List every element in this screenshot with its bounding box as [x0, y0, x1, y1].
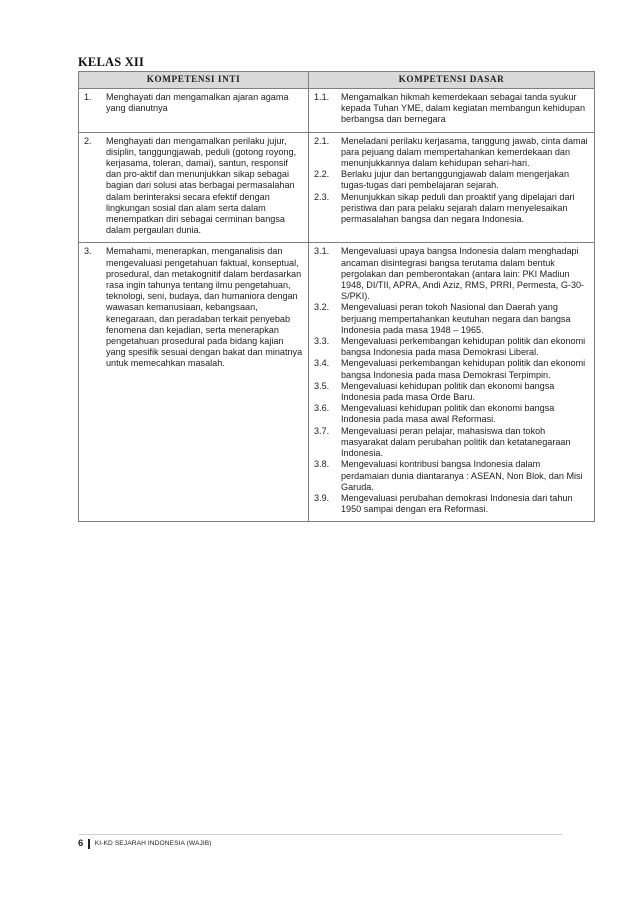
ki-number: 3.	[84, 246, 92, 257]
kd-item	[313, 493, 590, 515]
ki-item	[83, 136, 304, 237]
kd-text: Mengevaluasi perubahan demokrasi Indonesia dari tahun 1950 sampai dengan era Reformasi.	[341, 492, 573, 515]
table-row	[79, 132, 595, 243]
kd-text: Mengevaluasi perkembangan kehidupan politik dan ekonomi bangsa Indonesia pada masa Demokrasi Liberal.	[341, 336, 586, 358]
kd-number: 3.4.	[314, 358, 330, 369]
kd-item	[313, 136, 590, 170]
ki-text: Menghayati dan mengamalkan perilaku jujur, disiplin, tanggungjawab, peduli (gotong royong, kerjasama, toleran, damai), santun, responsif dan pro-aktif dan menunjukkan sikap sebagai bagian dari solusi atas berbagai permasalahan dalam berinteraksi secara efektif dengan lingkungan sosial dan alam serta dalam menempatkan diri sebagai cerminan bangsa dalam pergaulan dunia.	[106, 135, 297, 236]
kd-item	[313, 302, 590, 336]
kd-number: 2.1.	[314, 135, 330, 146]
kd-number: 3.3.	[314, 336, 330, 347]
kd-number: 3.1.	[314, 246, 330, 257]
kd-item	[313, 336, 590, 358]
kompetensi-inti-cell	[79, 243, 309, 522]
header-kompetensi-dasar: KOMPETENSI DASAR	[309, 72, 595, 89]
ki-number: 2.	[84, 135, 92, 146]
kd-text: Mengevaluasi upaya bangsa Indonesia dalam menghadapi ancaman disintegrasi bangsa terutama dalam bentuk pergolakan dan pemberontakan (antara lain: PKI Madiun 1948, DI/TII, APRA, Andi Aziz, RMS, PRRI, Permesta, G-30-S/PKI).	[341, 246, 585, 302]
kd-item	[313, 92, 590, 126]
kd-item	[313, 192, 590, 226]
kompetensi-inti-cell	[79, 89, 309, 133]
kd-item	[313, 426, 590, 460]
ki-item	[83, 246, 304, 369]
kd-text: Mengevaluasi kehidupan politik dan ekonomi bangsa Indonesia pada masa awal Reformasi.	[341, 403, 555, 425]
kd-number: 2.3.	[314, 191, 330, 202]
kompetensi-inti-cell	[79, 132, 309, 243]
kd-number: 3.9.	[314, 492, 330, 503]
table-row	[79, 243, 595, 522]
footer-separator	[88, 839, 90, 849]
kd-text: Mengevaluasi perkembangan kehidupan politik dan ekonomi bangsa Indonesia pada masa Demokrasi Terpimpin.	[341, 358, 586, 380]
kd-text: Berlaku jujur dan bertanggungjawab dalam mengerjakan tugas-tugas dari pembelajaran sejarah.	[341, 169, 569, 191]
kd-number: 3.8.	[314, 459, 330, 470]
footer-title: KI-KD SEJARAH INDONESIA (WAJIB)	[94, 840, 212, 847]
ki-item	[83, 92, 304, 114]
table-row	[79, 89, 595, 133]
kd-item	[313, 459, 590, 493]
kd-number: 3.5.	[314, 380, 330, 391]
table-body	[79, 89, 595, 522]
kd-text: Menunjukkan sikap peduli dan proaktif yang dipelajari dari peristiwa dan para pelaku sejarah dalam menyelesaikan permasalahan bangsa dan negara Indonesia.	[341, 191, 575, 225]
kd-text: Mengevaluasi peran tokoh Nasional dan Daerah yang berjuang mempertahankan keutuhan negara dan bangsa Indonesia pada masa 1948 – 1965.	[341, 302, 571, 335]
kd-item	[313, 169, 590, 191]
ki-number: 1.	[84, 92, 92, 102]
ki-text: Memahami, menerapkan, menganalisis dan mengevaluasi pengetahuan faktual, konseptual, prosedural, dan metakognitif dalam berdasarkan rasa ingin tahunya tentang ilmu pengetahuan, teknologi, seni, budaya, dan humaniora dengan wawasan kemanusiaan, kebangsaan, kenegaraan, dan peradaban terkait penyebab fenomena dan kejadian, serta menerapkan pengetahuan prosedural pada bidang kajian yang spesifik sesuai dengan bakat dan minatnya untuk memecahkan masalah.	[106, 246, 303, 369]
header-kompetensi-inti: KOMPETENSI INTI	[79, 72, 309, 89]
kd-number: 3.6.	[314, 403, 330, 414]
kd-item	[313, 381, 590, 403]
kd-number: 1.1.	[314, 92, 330, 102]
page-footer	[78, 838, 212, 849]
footer-divider	[78, 834, 562, 835]
ki-text: Menghayati dan mengamalkan ajaran agama yang dianutnya	[106, 92, 289, 114]
competency-table	[78, 71, 595, 522]
kd-text: Mengevaluasi kontribusi bangsa Indonesia dalam perdamaian dunia diantaranya : ASEAN, Non Blok, dan Misi Garuda.	[341, 459, 583, 492]
kd-item	[313, 246, 590, 302]
kompetensi-dasar-cell	[309, 132, 595, 243]
kompetensi-dasar-cell	[309, 89, 595, 133]
kd-text: Mengevaluasi peran pelajar, mahasiswa dan tokoh masyarakat dalam perubahan politik dan ketatanegaraan Indonesia.	[341, 425, 571, 459]
table-header-row	[79, 72, 595, 89]
kompetensi-dasar-cell	[309, 243, 595, 522]
kd-number: 3.2.	[314, 302, 330, 313]
kd-item	[313, 403, 590, 425]
kd-item	[313, 358, 590, 380]
kd-number: 2.2.	[314, 169, 330, 180]
section-heading: KELAS XII	[78, 55, 145, 69]
kd-text: Mengamalkan hikmah kemerdekaan sebagai tanda syukur kepada Tuhan YME, dalam kegiatan membangun kehidupan berbangsa dan bernegara	[341, 92, 586, 125]
kd-text: Mengevaluasi kehidupan politik dan ekonomi bangsa Indonesia pada masa Orde Baru.	[341, 380, 555, 403]
kd-text: Meneladani perilaku kerjasama, tanggung jawab, cinta damai para pejuang dalam mempertahankan kemerdekaan dan menunjukkannya dalam kehidupan sehari-hari.	[341, 135, 588, 169]
kd-number: 3.7.	[314, 425, 330, 436]
page-number: 6	[78, 838, 84, 849]
